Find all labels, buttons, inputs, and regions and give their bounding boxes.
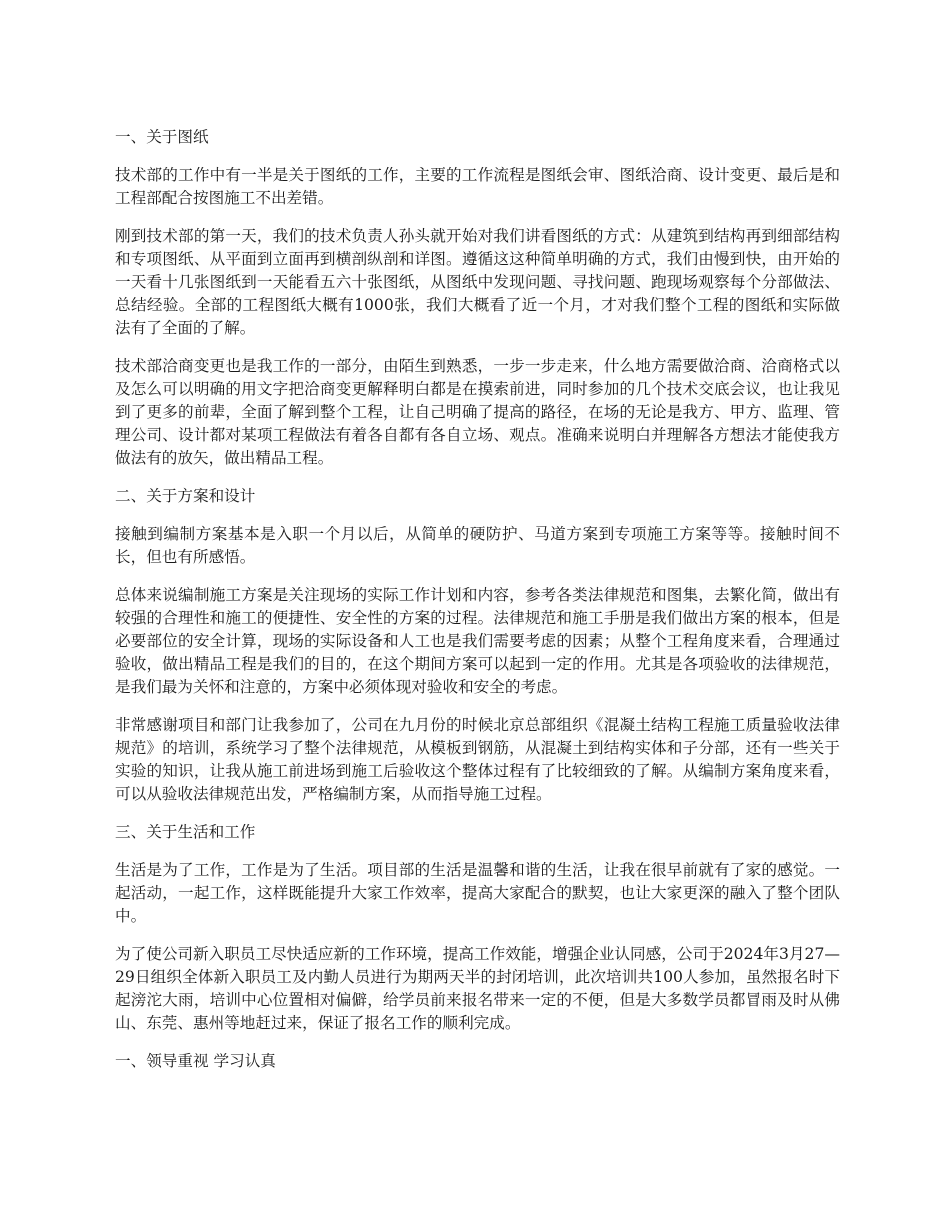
section-heading: 三、关于生活和工作 bbox=[115, 823, 256, 841]
paragraph: 生活是为了工作，工作是为了生活。项目部的生活是温馨和谐的生活，让我在很早前就有了家的感觉。一起活动，一起工作，这样既能提升大家工作效率，提高大家配合的默契，也让大家更深的融入了整个团队中。 bbox=[115, 861, 840, 925]
paragraph: 技术部的工作中有一半是关于图纸的工作，主要的工作流程是图纸会审、图纸洽商、设计变更、最后是和工程部配合按图施工不出差错。 bbox=[115, 166, 840, 207]
paragraph: 技术部洽商变更也是我工作的一部分，由陌生到熟悉，一步一步走来，什么地方需要做洽商、洽商格式以及怎么可以明确的用文字把洽商变更解释明白都是在摸索前进，同时参加的几个技术交底会议，也让我见到了更多的前辈，全面了解到整个工程，让自己明确了提高的路径，在场的无论是我方、甲方、监理、管理公司、设计都对某项工程做法有着各自都有各自立场、观点。准确来说明白并理解各方想法才能使我方做法有的放矢，做出精品工程。 bbox=[115, 357, 840, 467]
section-heading: 一、关于图纸 bbox=[115, 128, 209, 146]
paragraph: 接触到编制方案基本是入职一个月以后，从简单的硬防护、马道方案到专项施工方案等等。接触时间不长，但也有所感悟。 bbox=[115, 525, 840, 566]
section-heading: 一、领导重视 学习认真 bbox=[115, 1052, 276, 1070]
section-heading: 二、关于方案和设计 bbox=[115, 487, 256, 505]
paragraph: 非常感谢项目和部门让我参加了，公司在九月份的时候北京总部组织《混凝土结构工程施工质量验收法律规范》的培训，系统学习了整个法律规范，从模板到钢筋，从混凝土到结构实体和子分部，还有一些关于实验的知识，让我从施工前进场到施工后验收这个整体过程有了比较细致的了解。从编制方案角度来看，可以从验收法律规范出发，严格编制方案，从而指导施工过程。 bbox=[115, 716, 840, 803]
paragraph: 为了使公司新入职员工尽快适应新的工作环境，提高工作效能，增强企业认同感，公司于2024年3月27—29日组织全体新入职员工及内勤人员进行为期两天半的封闭培训，此次培训共100人参加，虽然报名时下起滂沱大雨，培训中心位置相对偏僻，给学员前来报名带来一定的不便，但是大多数学员都冒雨及时从佛山、东莞、惠州等地赶过来，保证了报名工作的顺利完成。 bbox=[115, 945, 840, 1032]
paragraph: 总体来说编制施工方案是关注现场的实际工作计划和内容，参考各类法律规范和图集，去繁化简，做出有较强的合理性和施工的便捷性、安全性的方案的过程。法律规范和施工手册是我们做出方案的根本，但是必要部位的安全计算，现场的实际设备和人工也是我们需要考虑的因素；从整个工程角度来看，合理通过验收，做出精品工程是我们的目的，在这个期间方案可以起到一定的作用。尤其是各项验收的法律规范，是我们最为关怀和注意的，方案中必须体现对验收和安全的考虑。 bbox=[115, 586, 840, 696]
paragraph: 刚到技术部的第一天，我们的技术负责人孙头就开始对我们讲看图纸的方式：从建筑到结构再到细部结构和专项图纸、从平面到立面再到横剖纵剖和详图。遵循这这种简单明确的方式，我们由慢到快，由开始的一天看十几张图纸到一天能看五六十张图纸，从图纸中发现问题、寻找问题、跑现场观察每个分部做法、总结经验。全部的工程图纸大概有1000张，我们大概看了近一个月，才对我们整个工程的图纸和实际做法有了全面的了解。 bbox=[115, 227, 840, 337]
document-body bbox=[115, 126, 840, 1073]
